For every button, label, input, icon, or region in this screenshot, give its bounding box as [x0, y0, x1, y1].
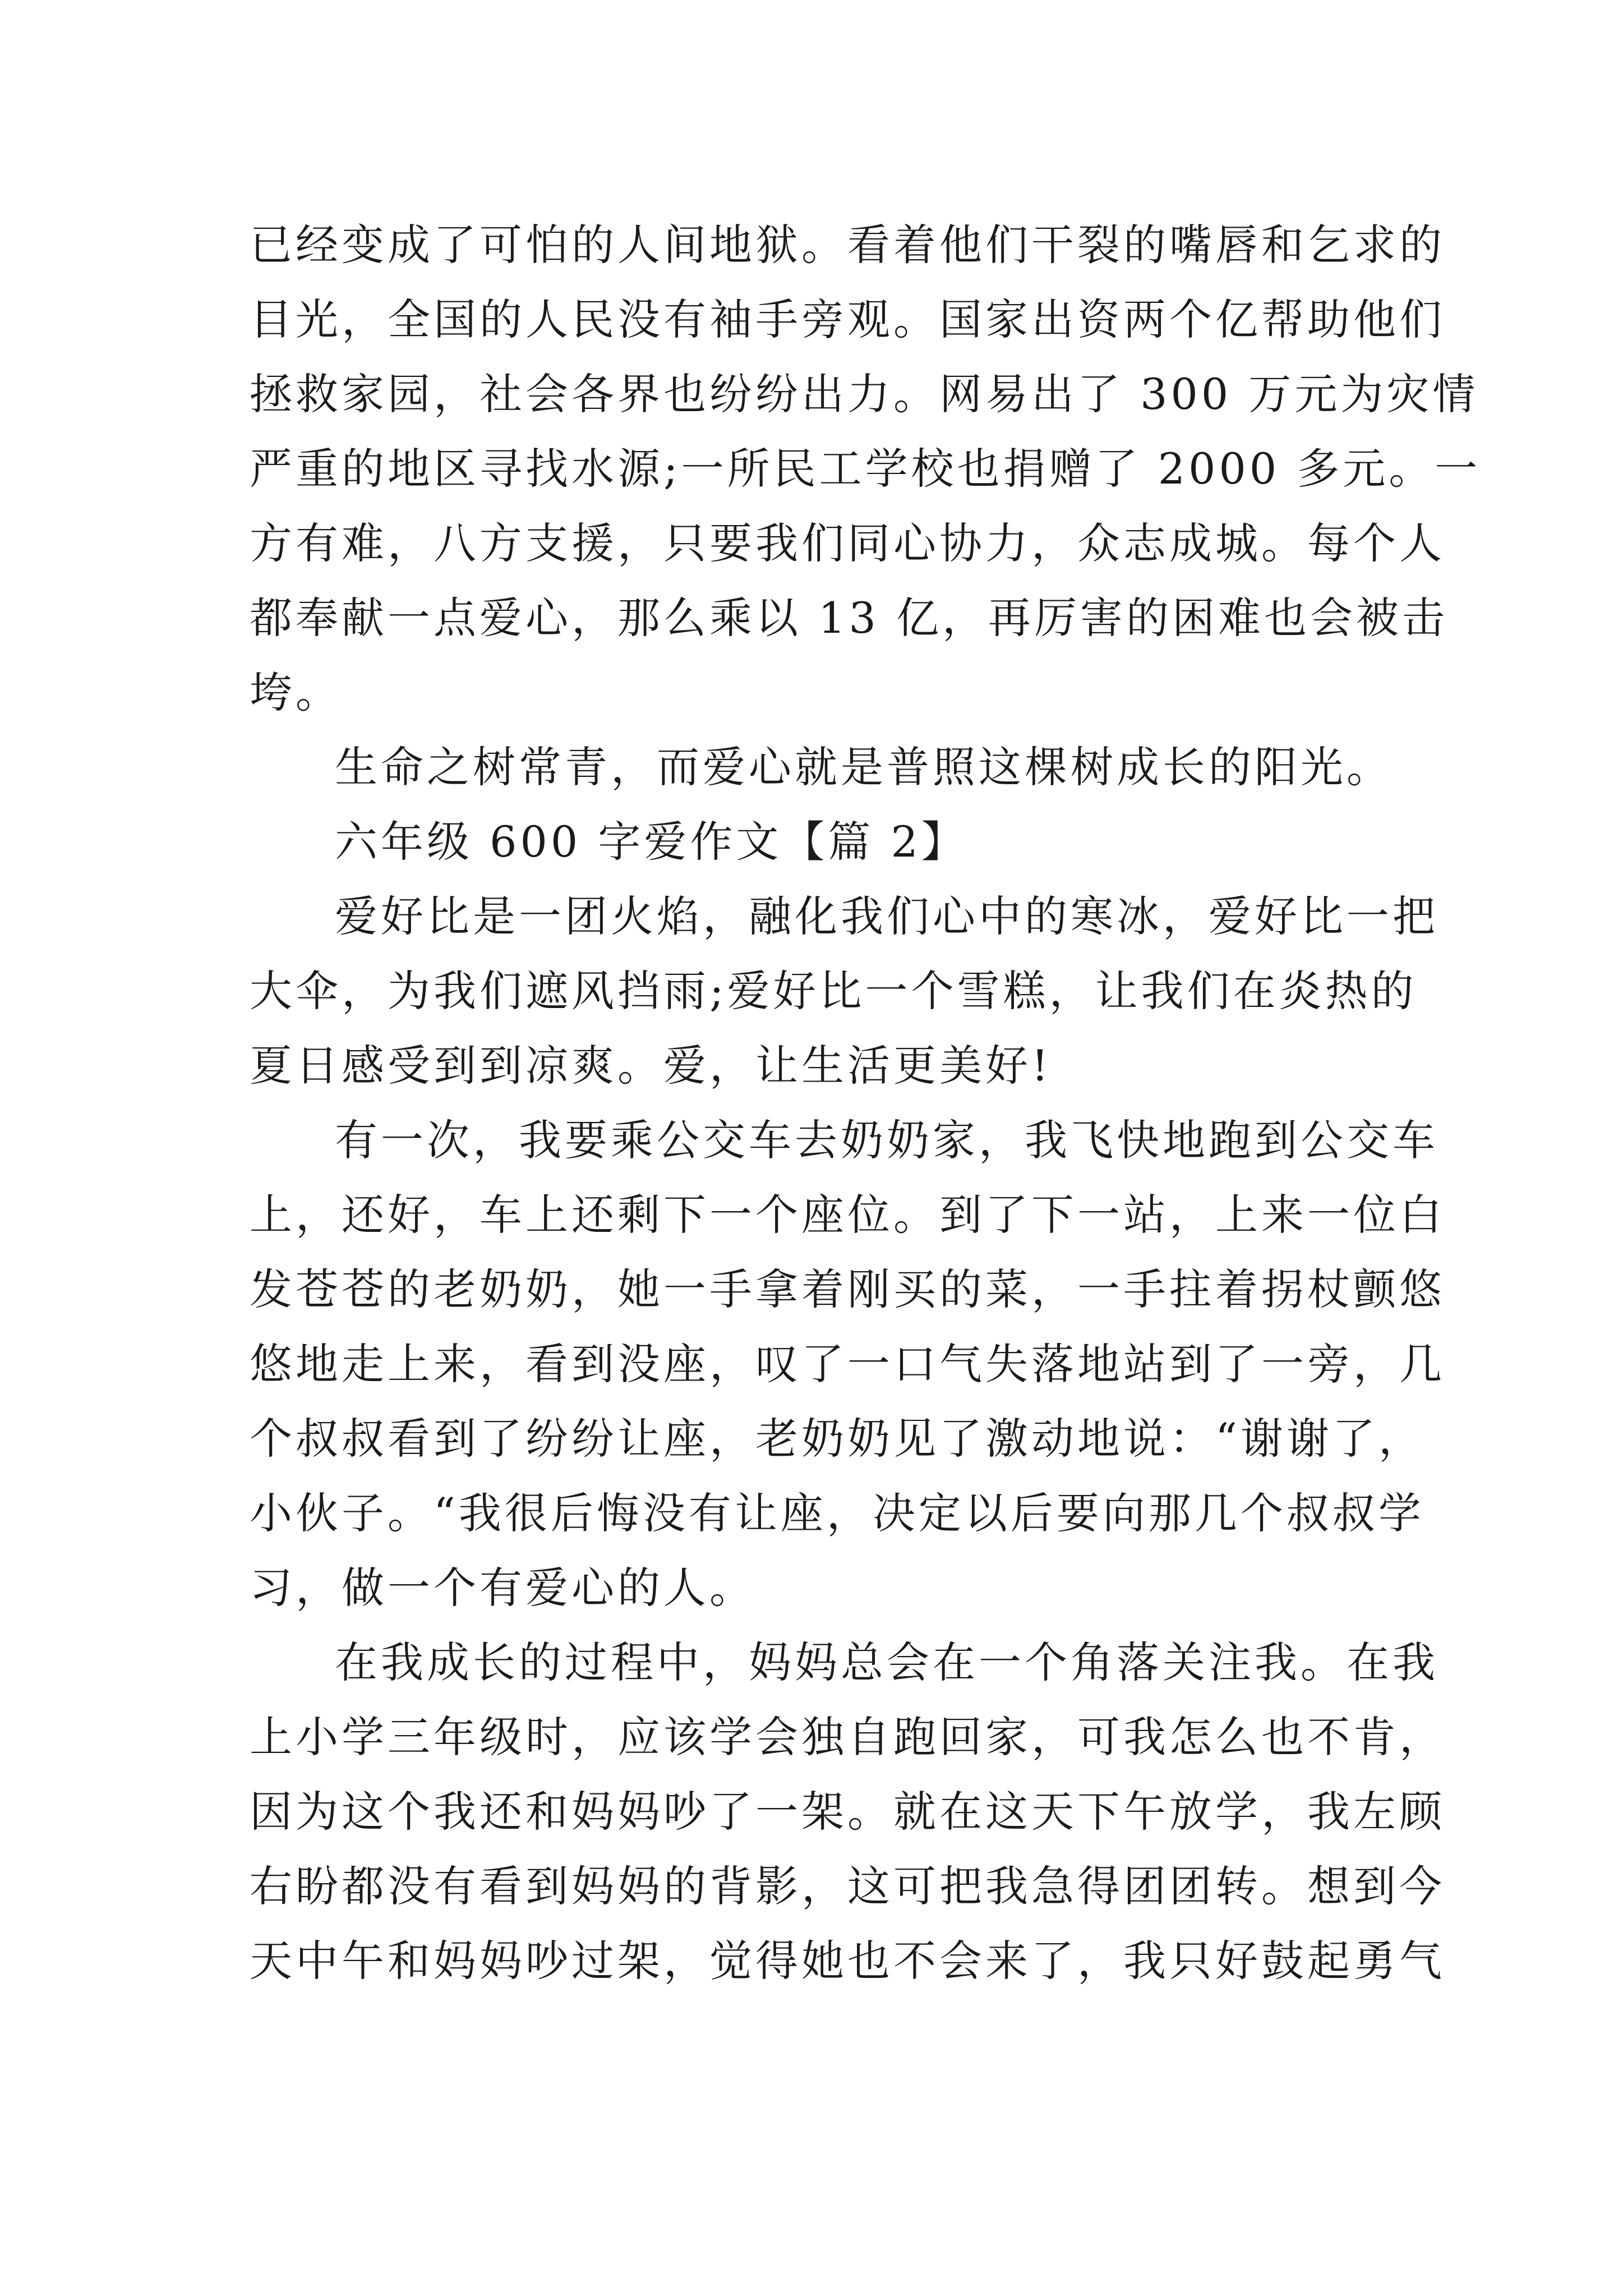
text-line: 拯救家园，社会各界也纷纷出力。网易出了 300 万元为灾情 [250, 369, 1479, 419]
text-line: 目光，全国的人民没有袖手旁观。国家出资两个亿帮助他们 [250, 295, 1445, 344]
text-line: 六年级 600 字爱作文【篇 2】 [335, 817, 967, 867]
text-line: 悠地走上来，看到没座，叹了一口气失落地站到了一旁，几 [250, 1339, 1445, 1389]
text-line: 在我成长的过程中，妈妈总会在一个角落关注我。在我 [335, 1637, 1438, 1687]
text-line: 上，还好，车上还剩下一个座位。到了下一站，上来一位白 [250, 1190, 1445, 1240]
text-line: 有一次，我要乘公交车去奶奶家，我飞快地跑到公交车 [335, 1115, 1438, 1165]
text-line: 生命之树常青，而爱心就是普照这棵树成长的阳光。 [335, 742, 1393, 792]
text-line: 上小学三年级时，应该学会独自跑回家，可我怎么也不肯， [250, 1712, 1445, 1762]
text-line: 小伙子。“我很后悔没有让座，决定以后要向那几个叔叔学 [250, 1488, 1424, 1538]
text-line: 已经变成了可怕的人间地狱。看着他们干裂的嘴唇和乞求的 [250, 220, 1445, 270]
text-line: 因为这个我还和妈妈吵了一架。就在这天下午放学，我左顾 [250, 1787, 1445, 1837]
body-text [250, 208, 1481, 1998]
text-line: 方有难，八方支援，只要我们同心协力，众志成城。每个人 [250, 518, 1445, 568]
text-line: 都奉献一点爱心，那么乘以 13 亿，再厉害的困难也会被击 [250, 593, 1449, 643]
text-line: 大伞，为我们遮风挡雨;爱好比一个雪糕，让我们在炎热的 [250, 966, 1417, 1016]
text-line: 垮。 [250, 668, 342, 717]
text-line: 天中午和妈妈吵过架，觉得她也不会来了，我只好鼓起勇气 [250, 1936, 1445, 1986]
text-line: 个叔叔看到了纷纷让座，老奶奶见了激动地说：“谢谢了， [250, 1414, 1424, 1464]
text-line: 严重的地区寻找水源;一所民工学校也捐赠了 2000 多元。一 [250, 444, 1481, 494]
text-line: 夏日感受到到凉爽。爱，让生活更美好! [250, 1041, 1052, 1091]
text-line: 爱好比是一团火焰，融化我们心中的寒冰，爱好比一把 [335, 891, 1438, 941]
text-line: 右盼都没有看到妈妈的背影，这可把我急得团团转。想到今 [250, 1861, 1445, 1911]
text-line: 习，做一个有爱心的人。 [250, 1563, 755, 1613]
text-line: 发苍苍的老奶奶，她一手拿着刚买的菜，一手拄着拐杖颤悠 [250, 1264, 1445, 1314]
